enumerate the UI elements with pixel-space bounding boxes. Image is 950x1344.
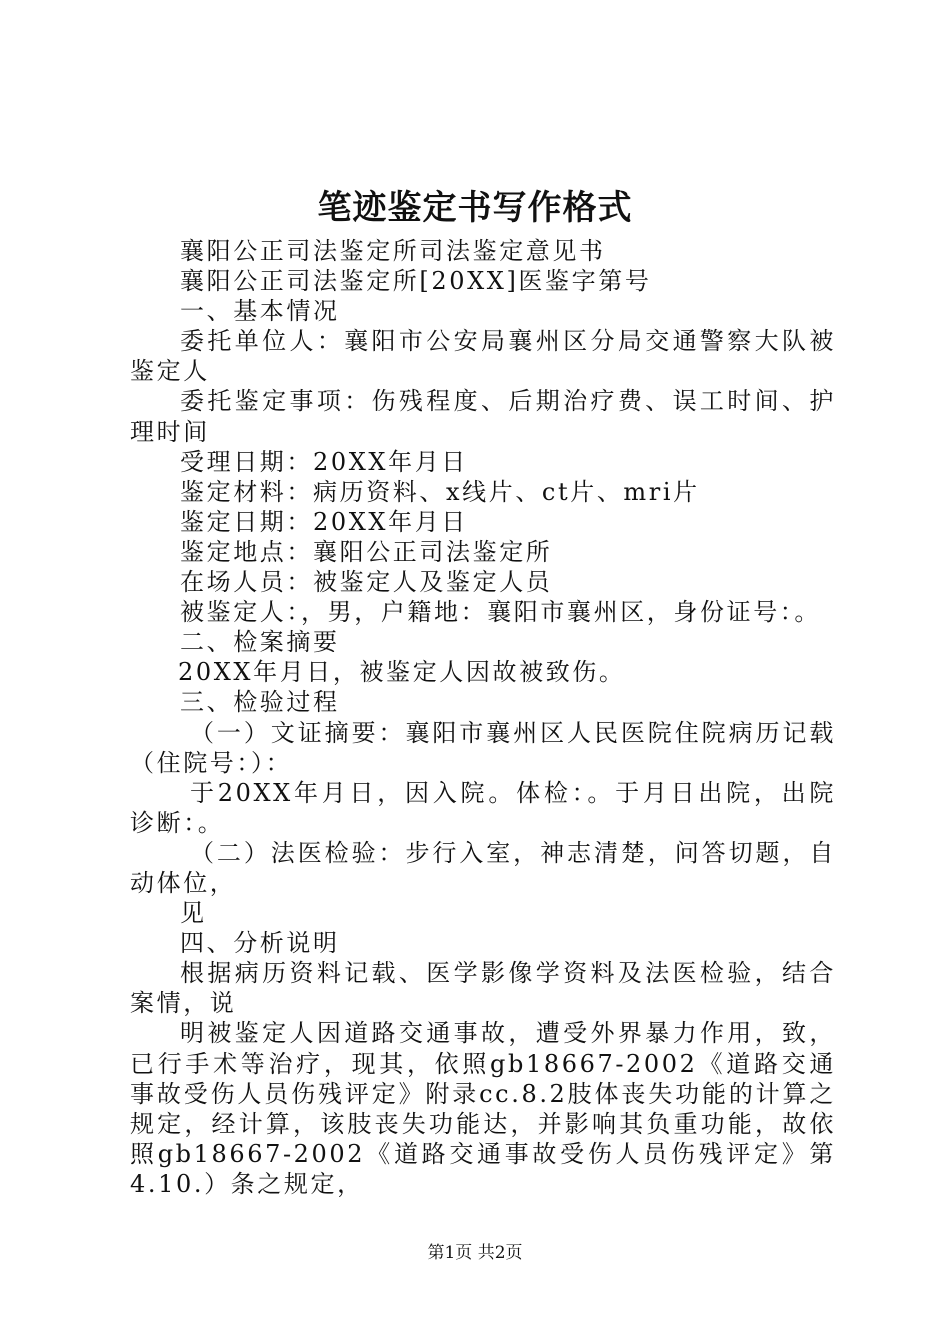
section-heading-basic-info: 一、基本情况 bbox=[180, 297, 340, 326]
document-body bbox=[130, 236, 836, 1199]
document-title: 笔迹鉴定书写作格式 bbox=[317, 188, 633, 228]
paragraph-materials: 鉴定材料：病历资料、x线片、ct片、mri片 bbox=[180, 477, 700, 506]
paragraph-forensic-exam: （二）法医检验：步行入室，神志清楚，问答切题，自动体位， bbox=[130, 838, 836, 897]
paragraph-attendees: 在场人员：被鉴定人及鉴定人员 bbox=[180, 568, 553, 597]
section-heading-examination: 三、检验过程 bbox=[180, 688, 340, 717]
section-heading-analysis: 四、分析说明 bbox=[180, 929, 340, 958]
paragraph-accept-date: 受理日期：20XX年月日 bbox=[180, 447, 468, 476]
paragraph-analysis-detail: 明被鉴定人因道路交通事故，遭受外界暴力作用，致，已行手术等治疗，现其，依照gb18667-2002《道路交通事故受伤人员伤残评定》附录cc.8.2肢体丧失功能的计算之规定，经计算，该肢丧失功能达，并影响其负重功能，故依照gb18667-2002《道路交通事故受伤人员伤残评定》第4.10.）条之规定， bbox=[130, 1019, 836, 1198]
page-footer: 第1页 共2页 bbox=[427, 1243, 523, 1263]
paragraph-client: 委托单位人：襄阳市公安局襄州区分局交通警察大队被鉴定人 bbox=[130, 327, 836, 386]
paragraph-appraisal-date: 鉴定日期：20XX年月日 bbox=[180, 507, 468, 536]
paragraph-analysis-basis: 根据病历资料记载、医学影像学资料及法医检验，结合案情，说 bbox=[130, 959, 836, 1018]
section-heading-case-summary: 二、检案摘要 bbox=[180, 628, 340, 657]
paragraph-document-extract: （一）文证摘要：襄阳市襄州区人民医院住院病历记载（住院号：）： bbox=[130, 718, 836, 777]
paragraph-location: 鉴定地点：襄阳公正司法鉴定所 bbox=[180, 537, 553, 566]
paragraph-case-summary: 20XX年月日，被鉴定人因故被致伤。 bbox=[178, 658, 626, 687]
paragraph-admission: 于20XX年月日，因入院。体检：。于月日出院，出院诊断：。 bbox=[130, 778, 836, 837]
paragraph-appraisal-items: 委托鉴定事项：伤残程度、后期治疗费、误工时间、护理时间 bbox=[130, 387, 836, 446]
paragraph-case-number: 襄阳公正司法鉴定所[20XX]医鉴字第号 bbox=[180, 267, 652, 296]
paragraph-see: 见 bbox=[180, 899, 207, 928]
paragraph-opinion-heading: 襄阳公正司法鉴定所司法鉴定意见书 bbox=[180, 237, 606, 265]
paragraph-appraisee: 被鉴定人：，男，户籍地：襄阳市襄州区，身份证号：。 bbox=[180, 598, 821, 627]
